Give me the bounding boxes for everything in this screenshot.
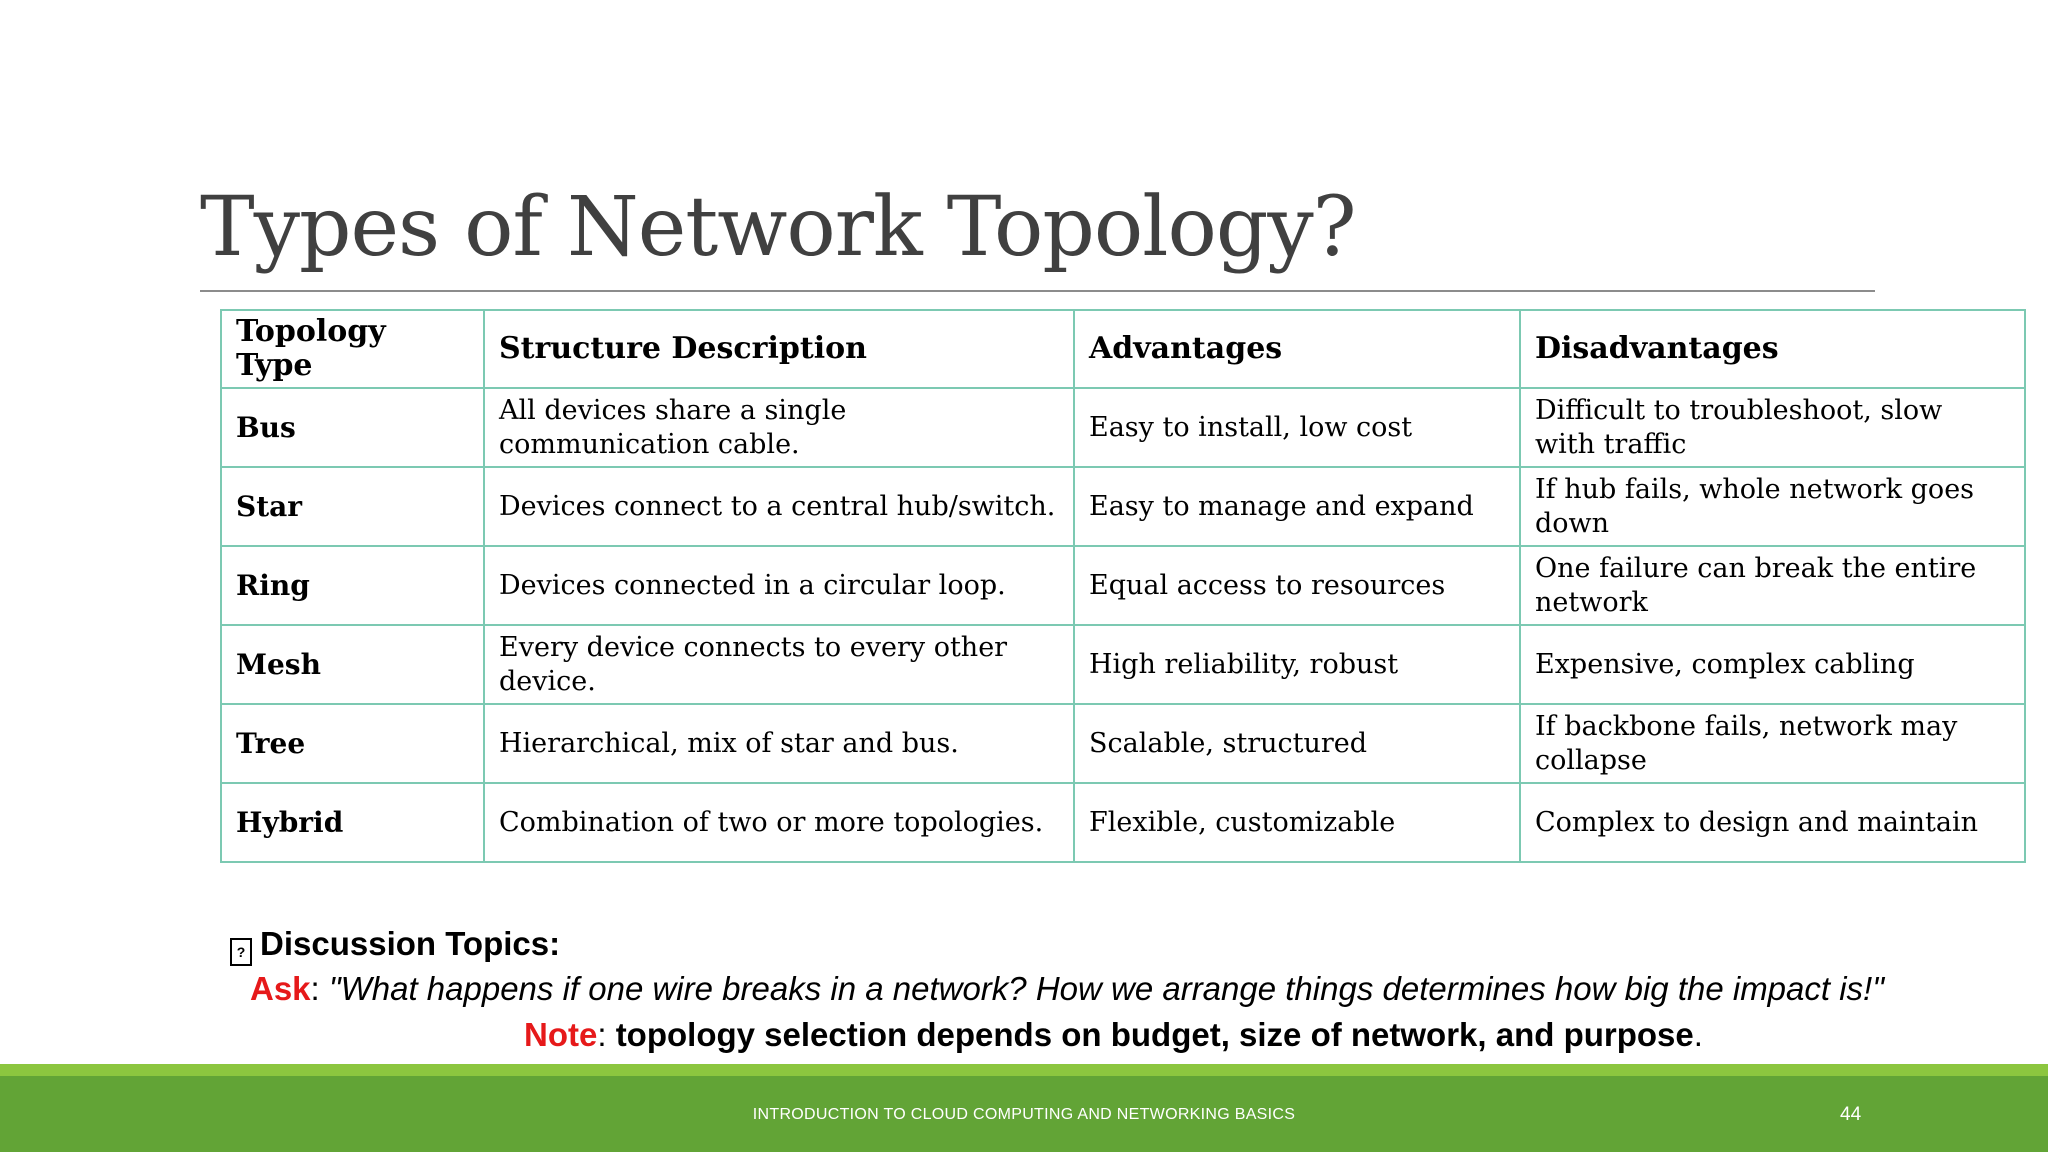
cell-structure: Devices connect to a central hub/switch. [484, 467, 1074, 546]
discussion-heading [230, 925, 560, 966]
table-row [221, 388, 2025, 467]
discussion-heading-text: Discussion Topics: [260, 925, 561, 962]
table-row [221, 467, 2025, 546]
ask-text: "What happens if one wire breaks in a network? How we arrange things determines how big the impact is!" [328, 970, 1884, 1007]
header-disadvantages: Disadvantages [1520, 310, 2025, 388]
ask-label: Ask [250, 970, 311, 1007]
header-advantages: Advantages [1074, 310, 1520, 388]
note-text: topology selection depends on budget, size of network, and purpose [615, 1016, 1694, 1053]
cell-type: Hybrid [221, 783, 484, 862]
topology-table [220, 309, 2026, 863]
cell-structure: Hierarchical, mix of star and bus. [484, 704, 1074, 783]
cell-disadvantages: Expensive, complex cabling [1520, 625, 2025, 704]
table-row [221, 625, 2025, 704]
cell-type: Star [221, 467, 484, 546]
missing-glyph-icon: ? [230, 938, 252, 966]
note-separator: : [597, 1016, 607, 1053]
slide-title: Types of Network Topology? [200, 180, 1356, 275]
header-structure-description: Structure Description [484, 310, 1074, 388]
page-number: 44 [1840, 1104, 1862, 1125]
ask-line [250, 970, 1884, 1008]
note-label: Note [524, 1016, 598, 1053]
cell-type: Tree [221, 704, 484, 783]
footer-accent-bar [0, 1064, 2048, 1076]
table-row [221, 546, 2025, 625]
cell-advantages: Flexible, customizable [1074, 783, 1520, 862]
cell-structure: All devices share a single communication cable. [484, 388, 1074, 467]
note-line [524, 1016, 1703, 1054]
cell-disadvantages: If hub fails, whole network goes down [1520, 467, 2025, 546]
table-row [221, 783, 2025, 862]
cell-structure: Combination of two or more topologies. [484, 783, 1074, 862]
table-row [221, 704, 2025, 783]
cell-advantages: Easy to install, low cost [1074, 388, 1520, 467]
ask-separator: : [310, 970, 320, 1007]
cell-disadvantages: Difficult to troubleshoot, slow with traffic [1520, 388, 2025, 467]
cell-structure: Devices connected in a circular loop. [484, 546, 1074, 625]
cell-disadvantages: If backbone fails, network may collapse [1520, 704, 2025, 783]
cell-structure: Every device connects to every other device. [484, 625, 1074, 704]
header-topology-type: Topology Type [221, 310, 484, 388]
table-header-row [221, 310, 2025, 388]
cell-type: Bus [221, 388, 484, 467]
cell-type: Mesh [221, 625, 484, 704]
note-end: . [1693, 1016, 1703, 1053]
title-divider [200, 290, 1875, 292]
cell-disadvantages: One failure can break the entire network [1520, 546, 2025, 625]
cell-type: Ring [221, 546, 484, 625]
cell-disadvantages: Complex to design and maintain [1520, 783, 2025, 862]
cell-advantages: Equal access to resources [1074, 546, 1520, 625]
cell-advantages: Easy to manage and expand [1074, 467, 1520, 546]
cell-advantages: Scalable, structured [1074, 704, 1520, 783]
cell-advantages: High reliability, robust [1074, 625, 1520, 704]
footer-course-title: INTRODUCTION TO CLOUD COMPUTING AND NETWORKING BASICS [752, 1106, 1296, 1123]
